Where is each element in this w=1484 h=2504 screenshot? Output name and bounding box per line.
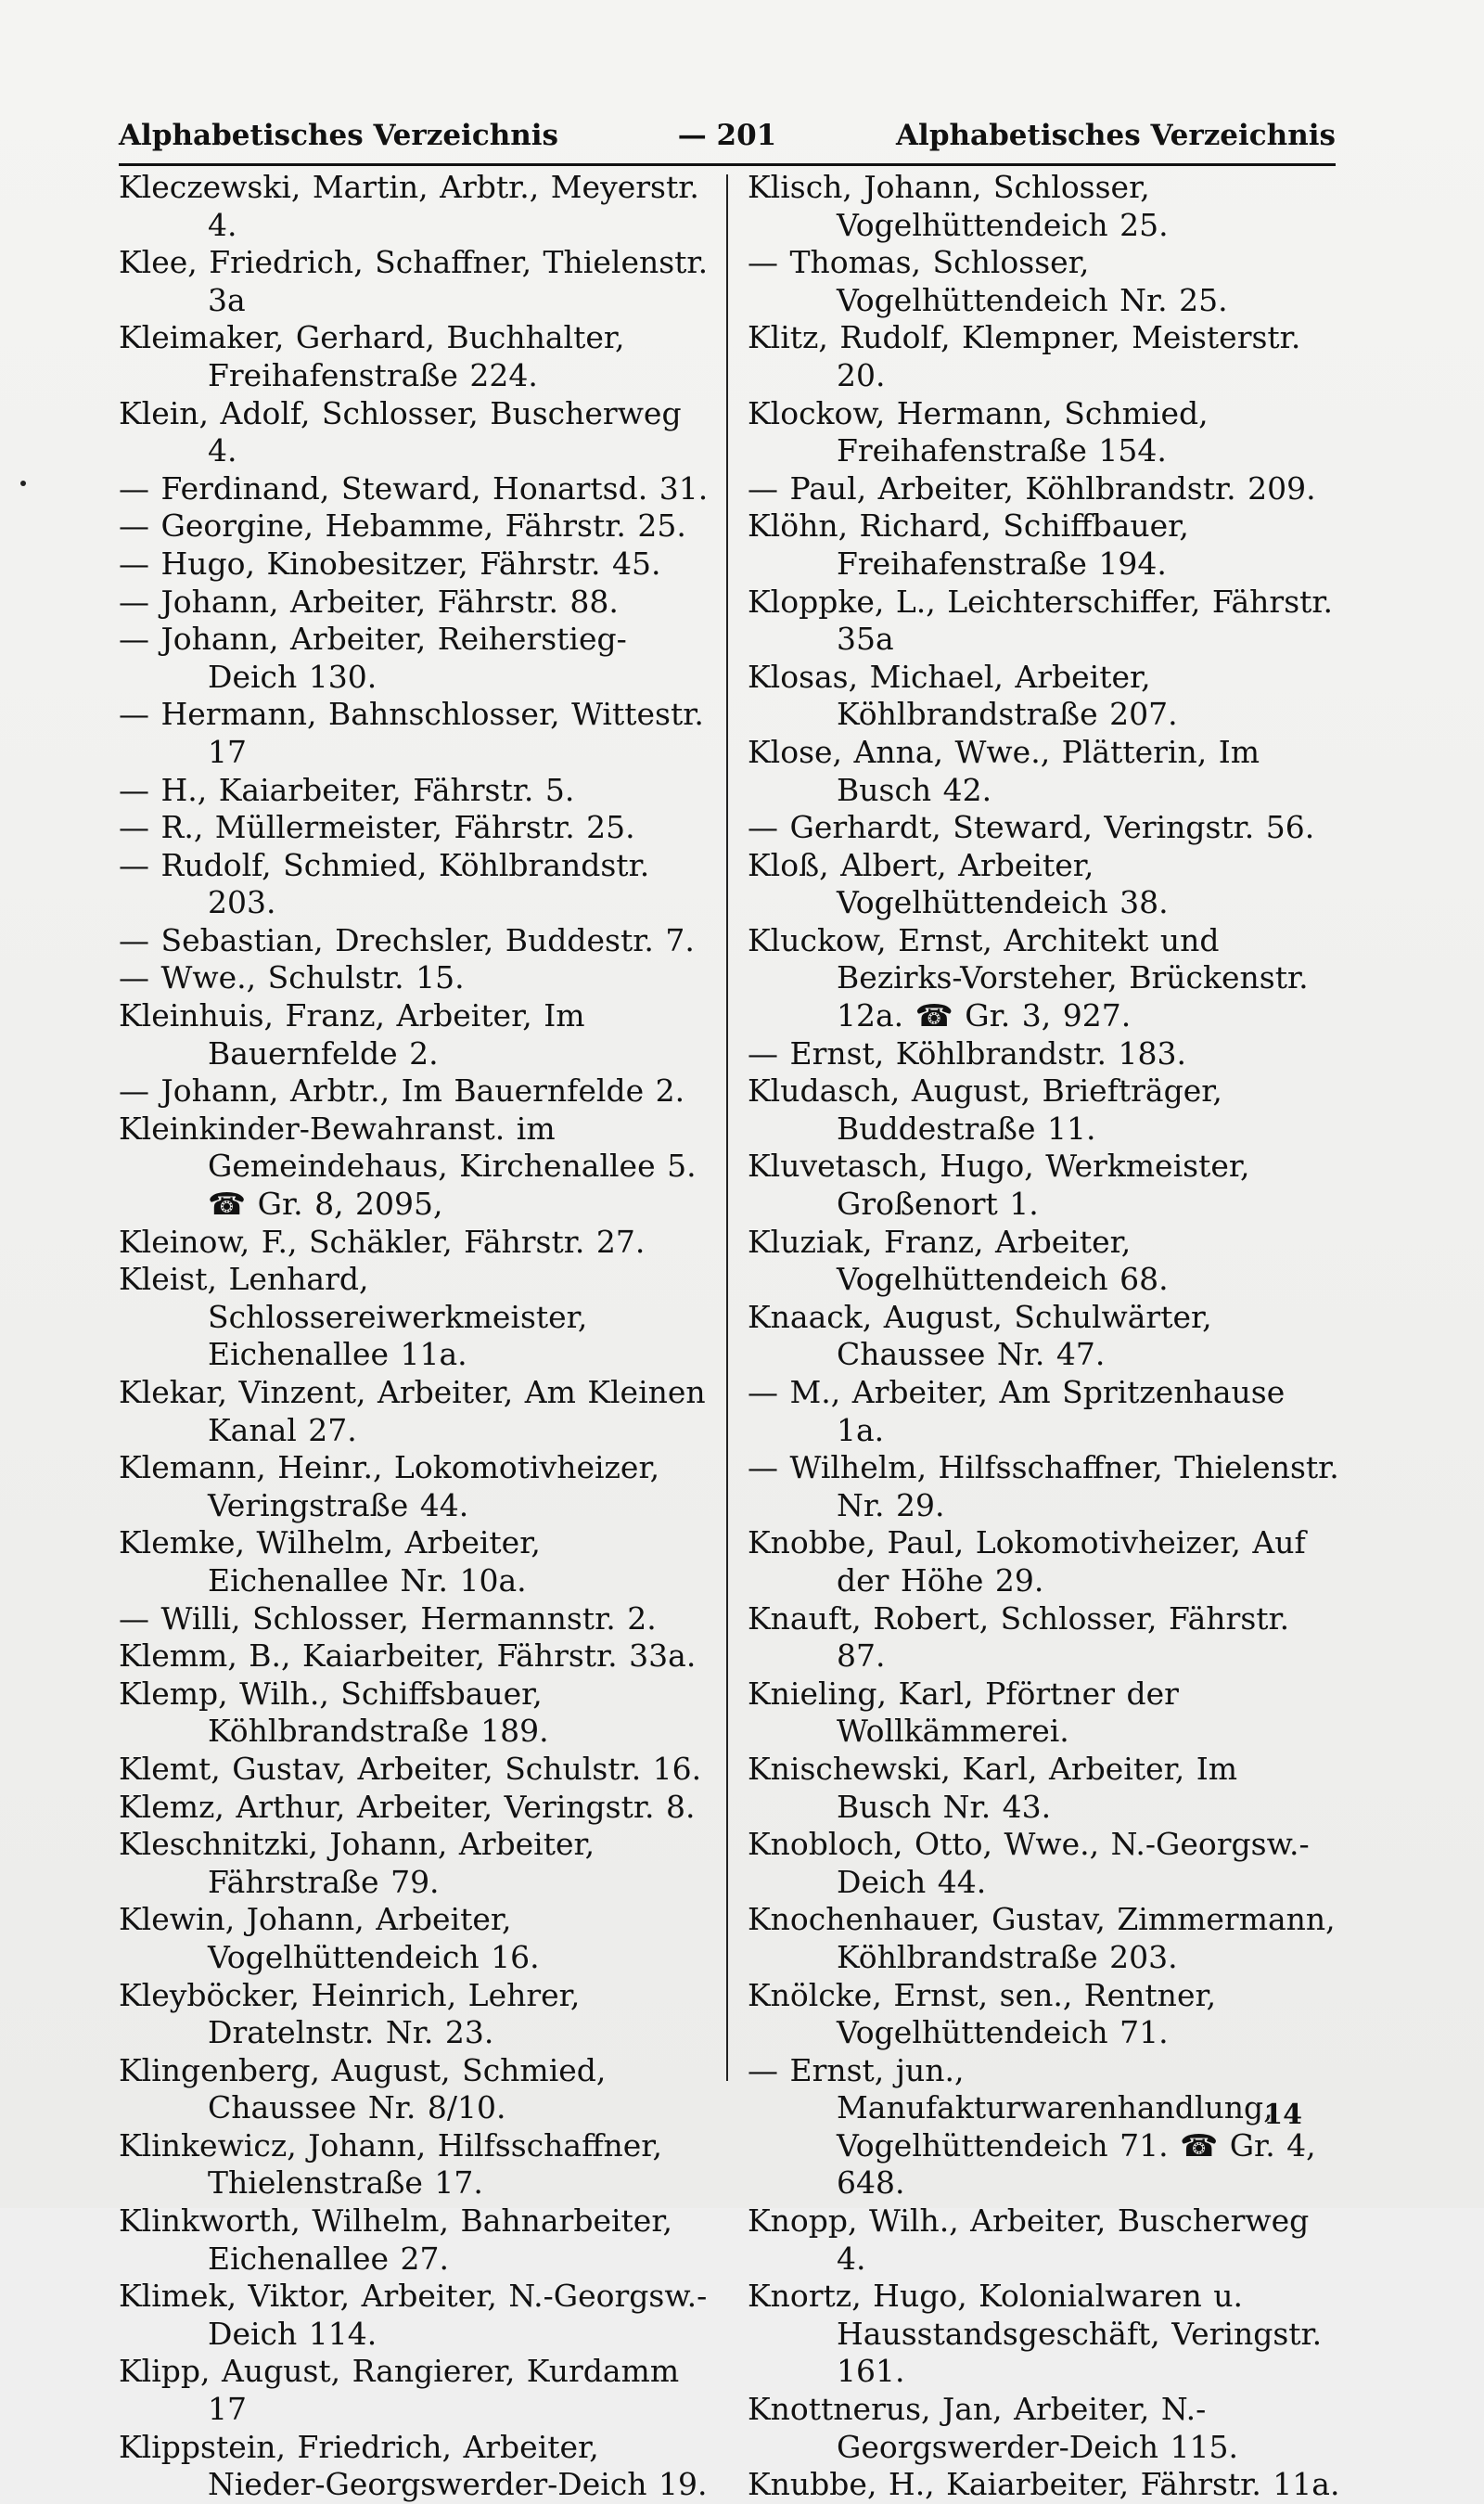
directory-entry: Kleinow, F., Schäkler, Fährstr. 27. bbox=[119, 1223, 646, 1260]
directory-entry: — Johann, Arbeiter, Reiherstieg-Deich 130. bbox=[119, 621, 627, 695]
directory-entry: Knubbe, H., Kaiarbeiter, Fährstr. 11a. bbox=[748, 2466, 1340, 2503]
directory-entry: Kleczewski, Martin, Arbtr., Meyerstr. 4. bbox=[119, 169, 699, 243]
footer-page-number: 14 bbox=[1263, 2099, 1302, 2131]
directory-entry: — Willi, Schlosser, Hermannstr. 2. bbox=[119, 1599, 657, 1637]
directory-entry: Klingenberg, August, Schmied, Chaussee Nr. 8/10. bbox=[119, 2051, 607, 2126]
directory-entry: — Ernst, Köhlbrandstr. 183. bbox=[748, 1034, 1186, 1072]
directory-entry: Kleimaker, Gerhard, Buchhalter, Freihafenstraße 224. bbox=[119, 319, 625, 393]
directory-entry: Knauft, Robert, Schlosser, Fährstr. 87. bbox=[748, 1599, 1290, 1675]
directory-entry: Klee, Friedrich, Schaffner, Thielenstr. 3a bbox=[119, 244, 709, 318]
directory-entry: — Wwe., Schulstr. 15. bbox=[119, 959, 465, 996]
directory-entry: Knaack, August, Schulwärter, Chaussee Nr. 47. bbox=[748, 1298, 1212, 1373]
directory-entry: Klöhn, Richard, Schiffbauer, Freihafenstraße 194. bbox=[748, 507, 1189, 582]
directory-entry: — Ferdinand, Steward, Honartsd. 31. bbox=[119, 469, 709, 507]
directory-entry: Klinkewicz, Johann, Hilfsschaffner, Thielenstraße 17. bbox=[119, 2126, 662, 2202]
directory-entry: — Thomas, Schlosser, Vogelhüttendeich Nr. 25. bbox=[748, 244, 1228, 318]
directory-entry: Knochenhauer, Gustav, Zimmermann, Köhlbrandstraße 203. bbox=[748, 1901, 1336, 1975]
directory-entry: Klemp, Wilh., Schiffsbauer, Köhlbrandstraße 189. bbox=[119, 1675, 549, 1750]
directory-entry: Knieling, Karl, Pförtner der Wollkämmerei. bbox=[748, 1675, 1179, 1750]
directory-entry: — Sebastian, Drechsler, Buddestr. 7. bbox=[119, 921, 695, 958]
directory-entry: Kleinhuis, Franz, Arbeiter, Im Bauernfelde 2. bbox=[119, 997, 585, 1072]
directory-entry: Knobloch, Otto, Wwe., N.-Georgsw.-Deich 44. bbox=[748, 1826, 1310, 1900]
directory-entry: — Georgine, Hebamme, Fährstr. 25. bbox=[119, 507, 686, 545]
directory-entry: Klimek, Viktor, Arbeiter, N.-Georgsw.-Deich 114. bbox=[119, 2278, 708, 2352]
header-page-number: — 201 bbox=[677, 119, 777, 152]
directory-entry: Knopp, Wilh., Arbeiter, Buscherweg 4. bbox=[748, 2202, 1310, 2277]
directory-entry: — Wilhelm, Hilfsschaffner, Thielenstr. Nr. 29. bbox=[748, 1449, 1339, 1523]
directory-entry: Klewin, Johann, Arbeiter, Vogelhüttendeich 16. bbox=[119, 1901, 540, 1975]
directory-entry: — Gerhardt, Steward, Veringstr. 56. bbox=[748, 809, 1315, 846]
directory-entry: Klemann, Heinr., Lokomotivheizer, Veringstraße 44. bbox=[119, 1449, 660, 1523]
header-rule bbox=[119, 163, 1336, 166]
directory-entry: Klose, Anna, Wwe., Plätterin, Im Busch 42. bbox=[748, 733, 1260, 808]
margin-dot bbox=[20, 481, 26, 486]
directory-entry: Kloß, Albert, Arbeiter, Vogelhüttendeich 38. bbox=[748, 846, 1169, 921]
directory-entry: Kleist, Lenhard, Schlossereiwerkmeister, Eichenallee 11a. bbox=[119, 1261, 588, 1373]
left-column bbox=[119, 169, 712, 2504]
directory-entry: Kleyböcker, Heinrich, Lehrer, Dratelnstr. Nr. 23. bbox=[119, 1976, 581, 2051]
directory-entry: Knölcke, Ernst, sen., Rentner, Vogelhüttendeich 71. bbox=[748, 1976, 1217, 2051]
directory-entry: — Hugo, Kinobesitzer, Fährstr. 45. bbox=[119, 545, 661, 582]
directory-entry: Klemke, Wilhelm, Arbeiter, Eichenallee Nr. 10a. bbox=[119, 1524, 541, 1599]
directory-entry: — Rudolf, Schmied, Köhlbrandstr. 203. bbox=[119, 846, 650, 921]
header-right-title: Alphabetisches Verzeichnis bbox=[895, 119, 1336, 152]
directory-entry: Klockow, Hermann, Schmied, Freihafenstraße 154. bbox=[748, 394, 1209, 469]
directory-entry: — Paul, Arbeiter, Köhlbrandstr. 209. bbox=[748, 469, 1316, 507]
directory-entry: Klippstein, Friedrich, Arbeiter, Nieder-Georgswerder-Deich 19. bbox=[119, 2428, 708, 2503]
column-divider bbox=[726, 174, 728, 2081]
directory-entry: Knortz, Hugo, Kolonialwaren u. Hausstandsgeschäft, Veringstr. 161. bbox=[748, 2278, 1323, 2390]
directory-entry: Klisch, Johann, Schlosser, Vogelhüttendeich 25. bbox=[748, 169, 1169, 243]
directory-entry: Kludasch, August, Briefträger, Buddestraße 11. bbox=[748, 1072, 1222, 1147]
page-header bbox=[119, 119, 1336, 160]
directory-entry: Kloppke, L., Leichterschiffer, Fährstr. 35a bbox=[748, 583, 1334, 658]
directory-entry: — R., Müllermeister, Fährstr. 25. bbox=[119, 809, 635, 846]
directory-entry: — Johann, Arbeiter, Fährstr. 88. bbox=[119, 583, 619, 620]
directory-entry: Klipp, August, Rangierer, Kurdamm 17 bbox=[119, 2353, 680, 2428]
directory-entry: Knobbe, Paul, Lokomotivheizer, Auf der Höhe 29. bbox=[748, 1524, 1306, 1599]
directory-entry: — Johann, Arbtr., Im Bauernfelde 2. bbox=[119, 1072, 685, 1110]
directory-entry: Kleschnitzki, Johann, Arbeiter, Fährstraße 79. bbox=[119, 1826, 595, 1900]
directory-entry: Klemz, Arthur, Arbeiter, Veringstr. 8. bbox=[119, 1788, 696, 1825]
directory-entry: — H., Kaiarbeiter, Fährstr. 5. bbox=[119, 771, 575, 808]
directory-entry: Klinkworth, Wilhelm, Bahnarbeiter, Eichenallee 27. bbox=[119, 2202, 672, 2277]
directory-entry: Klemt, Gustav, Arbeiter, Schulstr. 16. bbox=[119, 1750, 702, 1787]
directory-entry: Kluckow, Ernst, Architekt und Bezirks-Vorsteher, Brückenstr. 12a. ☎ Gr. 3, 927. bbox=[748, 921, 1309, 1034]
directory-entry: Klein, Adolf, Schlosser, Buscherweg 4. bbox=[119, 394, 682, 469]
directory-entry: Klosas, Michael, Arbeiter, Köhlbrandstraße 207. bbox=[748, 658, 1178, 733]
directory-entry: — M., Arbeiter, Am Spritzenhause 1a. bbox=[748, 1374, 1286, 1448]
right-column bbox=[748, 169, 1341, 2504]
directory-entry: — Ernst, jun., Manufakturwarenhandlung, Vogelhüttendeich 71. ☎ Gr. 4, 648. bbox=[748, 2051, 1316, 2202]
header-left-title: Alphabetisches Verzeichnis bbox=[119, 119, 559, 152]
directory-entry: Kleinkinder-Bewahranst. im Gemeindehaus, Kirchenallee 5. ☎ Gr. 8, 2095, bbox=[119, 1110, 697, 1223]
directory-entry: Knottnerus, Jan, Arbeiter, N.-Georgswerder-Deich 115. bbox=[748, 2391, 1238, 2465]
directory-entry: Klemm, B., Kaiarbeiter, Fährstr. 33a. bbox=[119, 1637, 697, 1675]
directory-entry: — Hermann, Bahnschlosser, Wittestr. 17 bbox=[119, 696, 704, 770]
directory-entry: Kluvetasch, Hugo, Werkmeister, Großenort 1. bbox=[748, 1148, 1250, 1223]
directory-entry: Klitz, Rudolf, Klempner, Meisterstr. 20. bbox=[748, 319, 1301, 393]
directory-entry: Kluziak, Franz, Arbeiter, Vogelhüttendeich 68. bbox=[748, 1223, 1169, 1298]
directory-entry: Klekar, Vinzent, Arbeiter, Am Kleinen Kanal 27. bbox=[119, 1374, 706, 1448]
directory-entry: Knischewski, Karl, Arbeiter, Im Busch Nr. 43. bbox=[748, 1750, 1238, 1825]
